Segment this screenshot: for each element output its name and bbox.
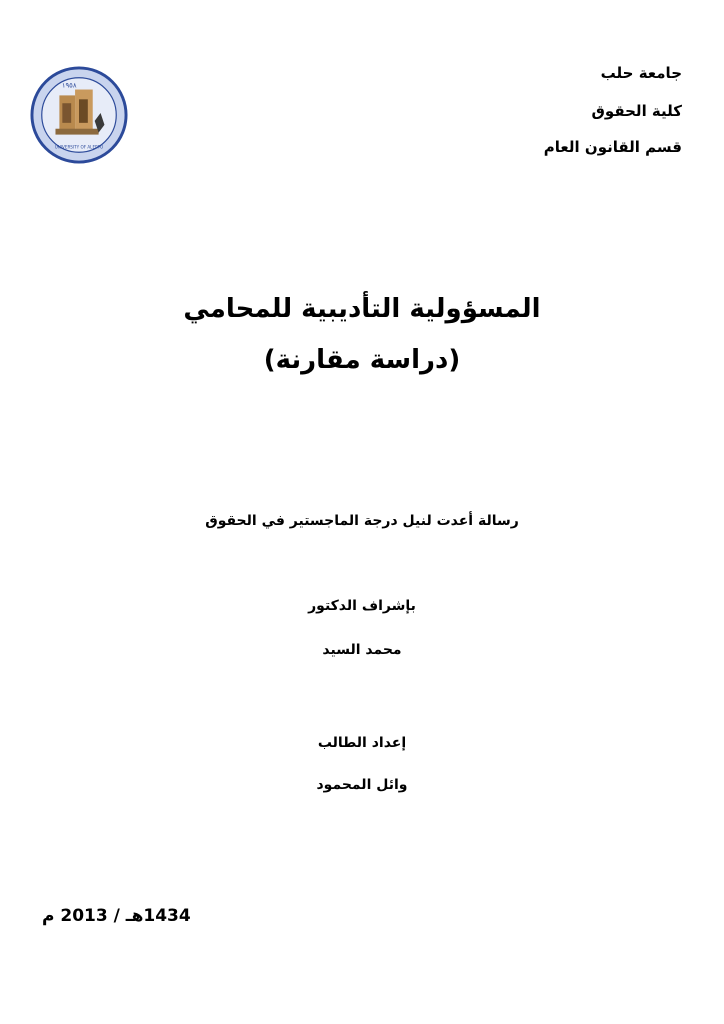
thesis-title: المسؤولية التأديبية للمحامي xyxy=(183,294,541,324)
student-name: وائل المحمود xyxy=(316,777,408,793)
supervisor-name: محمد السيد xyxy=(322,642,402,658)
thesis-date: 1434هـ / 2013 م xyxy=(42,906,191,926)
thesis-subtitle: (دراسة مقارنة) xyxy=(263,345,461,375)
logo-year-text: ١٩٥٨ xyxy=(61,81,77,90)
supervisor-label: بإشراف الدكتور xyxy=(308,598,416,614)
university-name: جامعة حلب xyxy=(600,64,682,82)
university-logo xyxy=(30,66,128,164)
faculty-name: كلية الحقوق xyxy=(591,102,682,120)
department-name: قسم القانون العام xyxy=(543,138,682,156)
student-label: إعداد الطالب xyxy=(317,735,407,751)
logo-english-text: UNIVERSITY OF ALEPPO xyxy=(54,144,104,150)
thesis-purpose: رسالة أعدت لنيل درجة الماجستير في الحقوق xyxy=(205,513,519,529)
